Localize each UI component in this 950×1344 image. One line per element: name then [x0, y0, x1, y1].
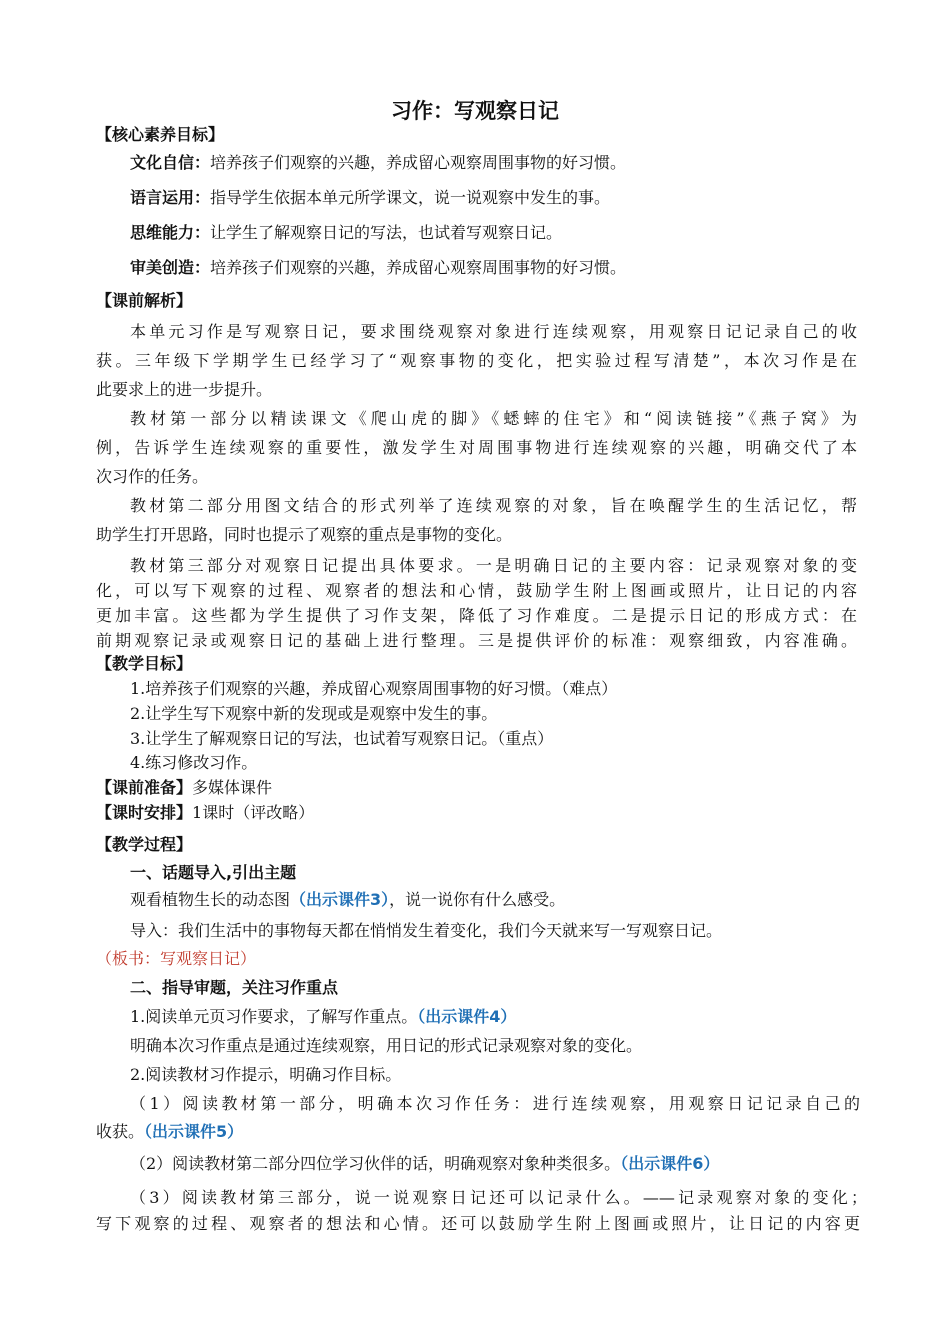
objective-item: 1.培养孩子们观察的兴趣，养成留心观察周围事物的好习惯。（难点）: [130, 679, 618, 698]
process-text: 观看植物生长的动态图: [130, 890, 291, 909]
blackboard-note: （板书：写观察日记）: [96, 949, 257, 968]
process-paragraph: 写下观察的过程、观察者的想法和心情。还可以鼓励学生附上图画或照片，让日记的内容更: [96, 1214, 860, 1233]
schedule-line: [96, 802, 866, 824]
analysis-line: 获。三年级下学期学生已经学习了“观察事物的变化，把实验过程写清楚”，本次习作是在: [96, 351, 857, 370]
core-goal-text: 培养孩子们观察的兴趣，养成留心观察周围事物的好习惯。: [210, 153, 627, 172]
core-goal-text: 指导学生依据本单元所学课文，说一说观察中发生的事。: [210, 188, 611, 207]
process-paragraph: 导入：我们生活中的事物每天都在悄悄发生着变化，我们今天就来写一写观察日记。: [130, 921, 723, 940]
objective-item: 3.让学生了解观察日记的写法，也试着写观察日记。（重点）: [130, 729, 554, 748]
process-paragraph: （3）阅读教材第三部分，说一说观察日记还可以记录什么。——记录观察对象的变化；: [130, 1188, 867, 1207]
analysis-line: 前期观察记录或观察日记的基础上进行整理。三是提供评价的标准：观察细致，内容准确。: [96, 631, 857, 650]
analysis-line: 化，可以写下观察的过程、观察者的想法和心情，鼓励学生附上图画或照片，让日记的内容: [96, 581, 857, 600]
analysis-line: 此要求上的进一步提升。: [96, 380, 273, 399]
process-paragraph: [130, 889, 900, 911]
core-goal-item: [130, 187, 900, 209]
core-goal-label: 文化自信：: [130, 153, 211, 172]
core-goal-label: 审美创造：: [130, 258, 211, 277]
courseware-tag: （出示课件4）: [417, 1007, 517, 1026]
analysis-line: 教材第三部分对观察日记提出具体要求。一是明确日记的主要内容：记录观察对象的变: [130, 556, 857, 575]
schedule-text: 1课时（评改略）: [192, 803, 315, 822]
analysis-line: 教材第一部分以精读课文《爬山虎的脚》《蟋蟀的住宅》和“阅读链接”《燕子窝》为: [130, 409, 857, 428]
core-goal-text: 培养孩子们观察的兴趣，养成留心观察周围事物的好习惯。: [210, 258, 627, 277]
analysis-line: 助学生打开思路，同时也提示了观察的重点是事物的变化。: [96, 525, 513, 544]
process-text: 收获。: [96, 1122, 145, 1141]
process-paragraph: （1）阅读教材第一部分，明确本次习作任务：进行连续观察，用观察日记记录自己的: [130, 1094, 860, 1113]
preparation-text: 多媒体课件: [192, 778, 273, 797]
process-paragraph: [130, 1153, 900, 1175]
process-text: ，说一说你有什么感受。: [389, 890, 566, 909]
process-paragraph: [130, 1006, 900, 1028]
process-heading: 【教学过程】: [96, 835, 193, 854]
process-text: （2）阅读教材第二部分四位学习伙伴的话，明确观察对象种类很多。: [130, 1154, 621, 1173]
objective-item: 4.练习修改习作。: [130, 753, 258, 772]
analysis-line: 教材第二部分用图文结合的形式列举了连续观察的对象，旨在唤醒学生的生活记忆，帮: [130, 496, 857, 515]
analysis-heading: 【课前解析】: [96, 291, 193, 310]
objective-item: 2.让学生写下观察中新的发现或是观察中发生的事。: [130, 704, 498, 723]
preparation-label: 【课前准备】: [96, 778, 193, 797]
core-goal-label: 语言运用：: [130, 188, 211, 207]
step-two-heading: 二、指导审题，关注习作重点: [130, 978, 339, 997]
process-text: 1.阅读单元页习作要求，了解写作重点。: [130, 1007, 418, 1026]
analysis-line: 例，告诉学生连续观察的重要性，激发学生对周围事物进行连续观察的兴趣，明确交代了本: [96, 438, 857, 457]
analysis-line: 更加丰富。这些都为学生提供了习作支架，降低了习作难度。二是提示日记的形成方式：在: [96, 606, 857, 625]
courseware-tag: （出示课件6）: [620, 1154, 720, 1173]
core-goals-heading: 【核心素养目标】: [96, 125, 225, 144]
analysis-line: 本单元习作是写观察日记，要求围绕观察对象进行连续观察，用观察日记记录自己的收: [130, 322, 857, 341]
core-goal-label: 思维能力：: [130, 223, 211, 242]
analysis-line: 次习作的任务。: [96, 467, 209, 486]
preparation-line: [96, 777, 866, 799]
core-goal-item: [130, 152, 900, 174]
document-title: 习作：写观察日记: [391, 99, 559, 123]
step-one-heading: 一、话题导入,引出主题: [130, 863, 297, 882]
process-paragraph: 明确本次习作重点是通过连续观察，用日记的形式记录观察对象的变化。: [130, 1036, 643, 1055]
schedule-label: 【课时安排】: [96, 803, 193, 822]
process-paragraph: [96, 1121, 866, 1143]
objectives-heading: 【教学目标】: [96, 654, 193, 673]
core-goal-text: 让学生了解观察日记的写法，也试着写观察日记。: [210, 223, 563, 242]
process-paragraph: 2.阅读教材习作提示，明确习作目标。: [130, 1065, 402, 1084]
core-goal-item: [130, 257, 900, 279]
courseware-tag: （出示课件5）: [144, 1122, 244, 1141]
courseware-tag: （出示课件3）: [290, 890, 390, 909]
core-goal-item: [130, 222, 900, 244]
